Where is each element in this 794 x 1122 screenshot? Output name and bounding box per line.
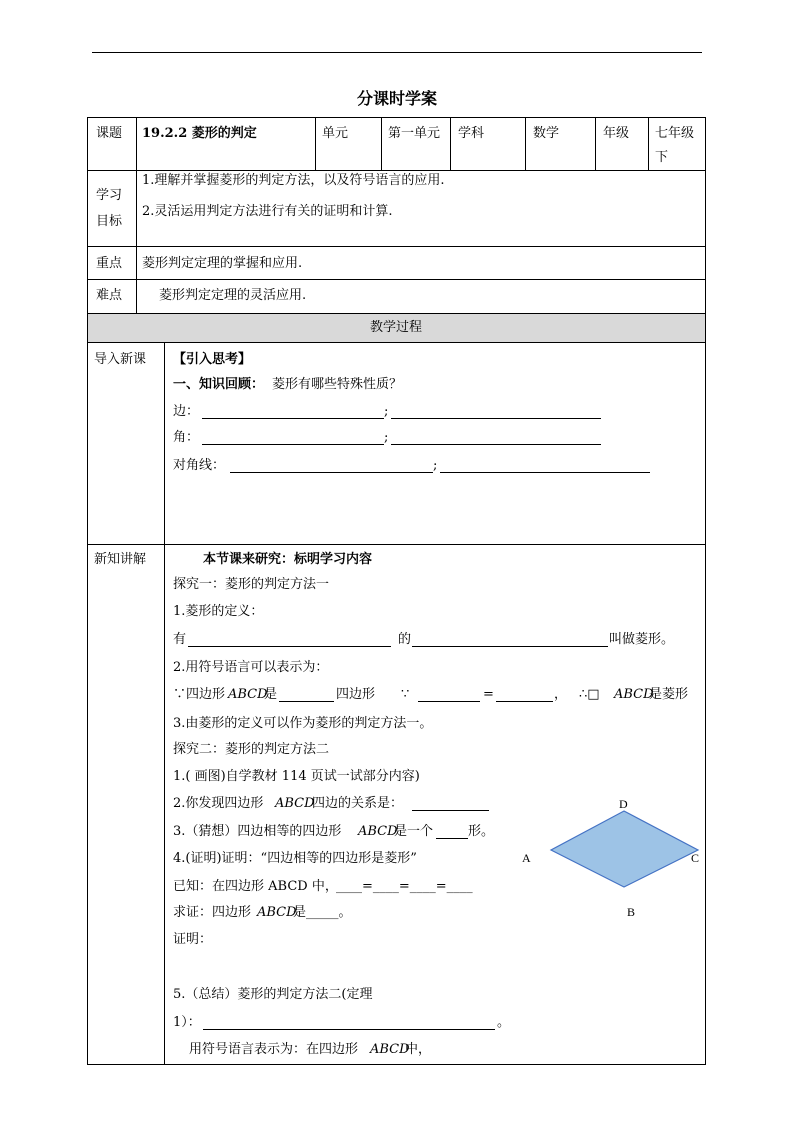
vertex-label-d: D [619, 797, 628, 811]
vertex-label-c: C [691, 851, 700, 865]
rhombus-shape [551, 811, 698, 887]
subject-label: 学科 [458, 126, 485, 141]
row-divider [87, 279, 706, 280]
blank-line[interactable] [203, 1029, 495, 1030]
definition-end: 叫做菱形。 [609, 632, 675, 647]
col-divider [164, 343, 165, 1065]
unit-value: 第一单元 [388, 126, 441, 141]
blank-line[interactable] [202, 444, 384, 445]
grade-value: 七年级 [655, 126, 695, 141]
explore-one: 探究一：菱形的判定方法一 [173, 577, 330, 592]
blank-line[interactable] [391, 418, 601, 419]
explore-two: 探究二：菱形的判定方法二 [173, 742, 330, 757]
prove-title: 4.(证明)证明：“四边相等的四边形是菱形” [173, 851, 417, 866]
difficulty-label: 难点 [96, 288, 123, 303]
review-question: 菱形有哪些特殊性质？ [272, 377, 403, 392]
blank-line[interactable] [436, 838, 468, 839]
col-divider [315, 117, 316, 170]
find-post: 四边的关系是： [312, 796, 404, 811]
definition-title: 1.菱形的定义： [173, 604, 264, 619]
key-point-text: 菱形判定定理的掌握和应用. [142, 256, 303, 271]
new-label: 新知讲解 [94, 552, 147, 567]
symbol2-abcd: ABCD [370, 1042, 410, 1057]
known-equation: ____=____=____=____ [336, 879, 473, 894]
symbol2-pre: 用符号语言表示为：在四边形 [189, 1042, 359, 1057]
find-abcd: ABCD [275, 796, 315, 811]
summary-line-2: 1）： [173, 1015, 201, 1030]
summary-end: 。 [497, 1015, 511, 1030]
unit-label: 单元 [322, 126, 349, 141]
diagonal-label: 对角线： [173, 458, 226, 473]
header-rule [92, 52, 702, 53]
separator: ; [384, 430, 389, 445]
symbol-title: 2.用符号语言可以表示为： [173, 660, 329, 675]
symbol-is-rhombus: 是菱形 [649, 687, 689, 702]
col-divider [136, 117, 137, 313]
symbol-because-2: ∵ [401, 687, 410, 702]
row-divider [87, 246, 706, 247]
symbol-abcd: ABCD [228, 687, 268, 702]
guess-post: 形。 [468, 824, 495, 839]
key-point-label: 重点 [96, 256, 123, 271]
grade-label: 年级 [603, 126, 630, 141]
proof-label: 证明： [173, 932, 213, 947]
blank-line[interactable] [202, 418, 384, 419]
objectives-label: 学习 [96, 188, 123, 203]
find-pre: 2.你发现四边形 [173, 796, 264, 811]
symbol-quad: 四边形 [336, 687, 376, 702]
method-one: 3.由菱形的定义可以作为菱形的判定方法一。 [173, 716, 433, 731]
objectives-label-2: 目标 [96, 214, 123, 229]
symbol-abcd-2: ABCD [614, 687, 654, 702]
topic-value: 19.2.2 菱形的判定 [142, 126, 257, 141]
guess-pre: 3.（猜想）四边相等的四边形 [173, 824, 342, 839]
blank-line[interactable] [230, 472, 433, 473]
prove-post: 是_____。 [293, 905, 352, 920]
intro-heading: 【引入思考】 [173, 352, 252, 367]
intro-label: 导入新课 [94, 352, 147, 367]
objective-item: 2.灵活运用判定方法进行有关的证明和计算. [142, 204, 393, 219]
col-divider [450, 117, 451, 170]
blank-line[interactable] [440, 472, 650, 473]
blank-line[interactable] [412, 646, 608, 647]
page-title: 分课时学案 [356, 89, 437, 108]
symbol-comma: ， [554, 687, 568, 702]
summary-line: 5.（总结）菱形的判定方法二(定理 [173, 987, 373, 1002]
new-intro: 本节课来研究：标明学习内容 [203, 552, 373, 567]
vertex-label-a: A [522, 851, 531, 865]
guess-mid: 是一个 [394, 824, 434, 839]
topic-label: 课题 [96, 126, 123, 141]
draw-task: 1.( 画图)自学教材 114 页试一试部分内容) [173, 769, 420, 784]
symbol-equals: = [483, 687, 494, 702]
definition-de: 的 [398, 632, 412, 647]
guess-abcd: ABCD [358, 824, 398, 839]
symbol-is: 是 [264, 687, 278, 702]
side-label: 边： [173, 404, 200, 419]
grade-value-2: 下 [655, 150, 669, 165]
vertex-label-b: B [627, 905, 636, 919]
objective-item: 1.理解并掌握菱形的判定方法，以及符号语言的应用. [142, 173, 445, 188]
blank-line[interactable] [391, 444, 601, 445]
col-divider [381, 117, 382, 170]
prove-abcd: ABCD [257, 905, 297, 920]
difficulty-text: 菱形判定定理的灵活应用. [159, 288, 307, 303]
col-divider [595, 117, 596, 170]
symbol-because: ∵四边形 [173, 687, 226, 702]
col-divider [648, 117, 649, 170]
definition-you: 有 [173, 632, 187, 647]
rhombus-diagram [515, 790, 710, 925]
known: 已知：在四边形 ABCD 中， [173, 879, 338, 894]
symbol2-post: 中， [405, 1042, 432, 1057]
blank-line[interactable] [279, 701, 334, 702]
process-header-text: 教学过程 [370, 320, 423, 335]
row-divider [87, 544, 706, 545]
blank-line[interactable] [496, 701, 553, 702]
angle-label: 角： [173, 430, 200, 445]
blank-line[interactable] [188, 646, 391, 647]
separator: ; [433, 458, 438, 473]
subject-value: 数学 [533, 126, 560, 141]
review-heading: 一、知识回顾： [173, 377, 265, 392]
row-divider [87, 170, 706, 171]
separator: ; [384, 404, 389, 419]
symbol-therefore: ∴□ [579, 687, 600, 702]
col-divider [525, 117, 526, 170]
prove-pre: 求证：四边形 [173, 905, 252, 920]
blank-line[interactable] [418, 701, 480, 702]
blank-line[interactable] [412, 810, 489, 811]
